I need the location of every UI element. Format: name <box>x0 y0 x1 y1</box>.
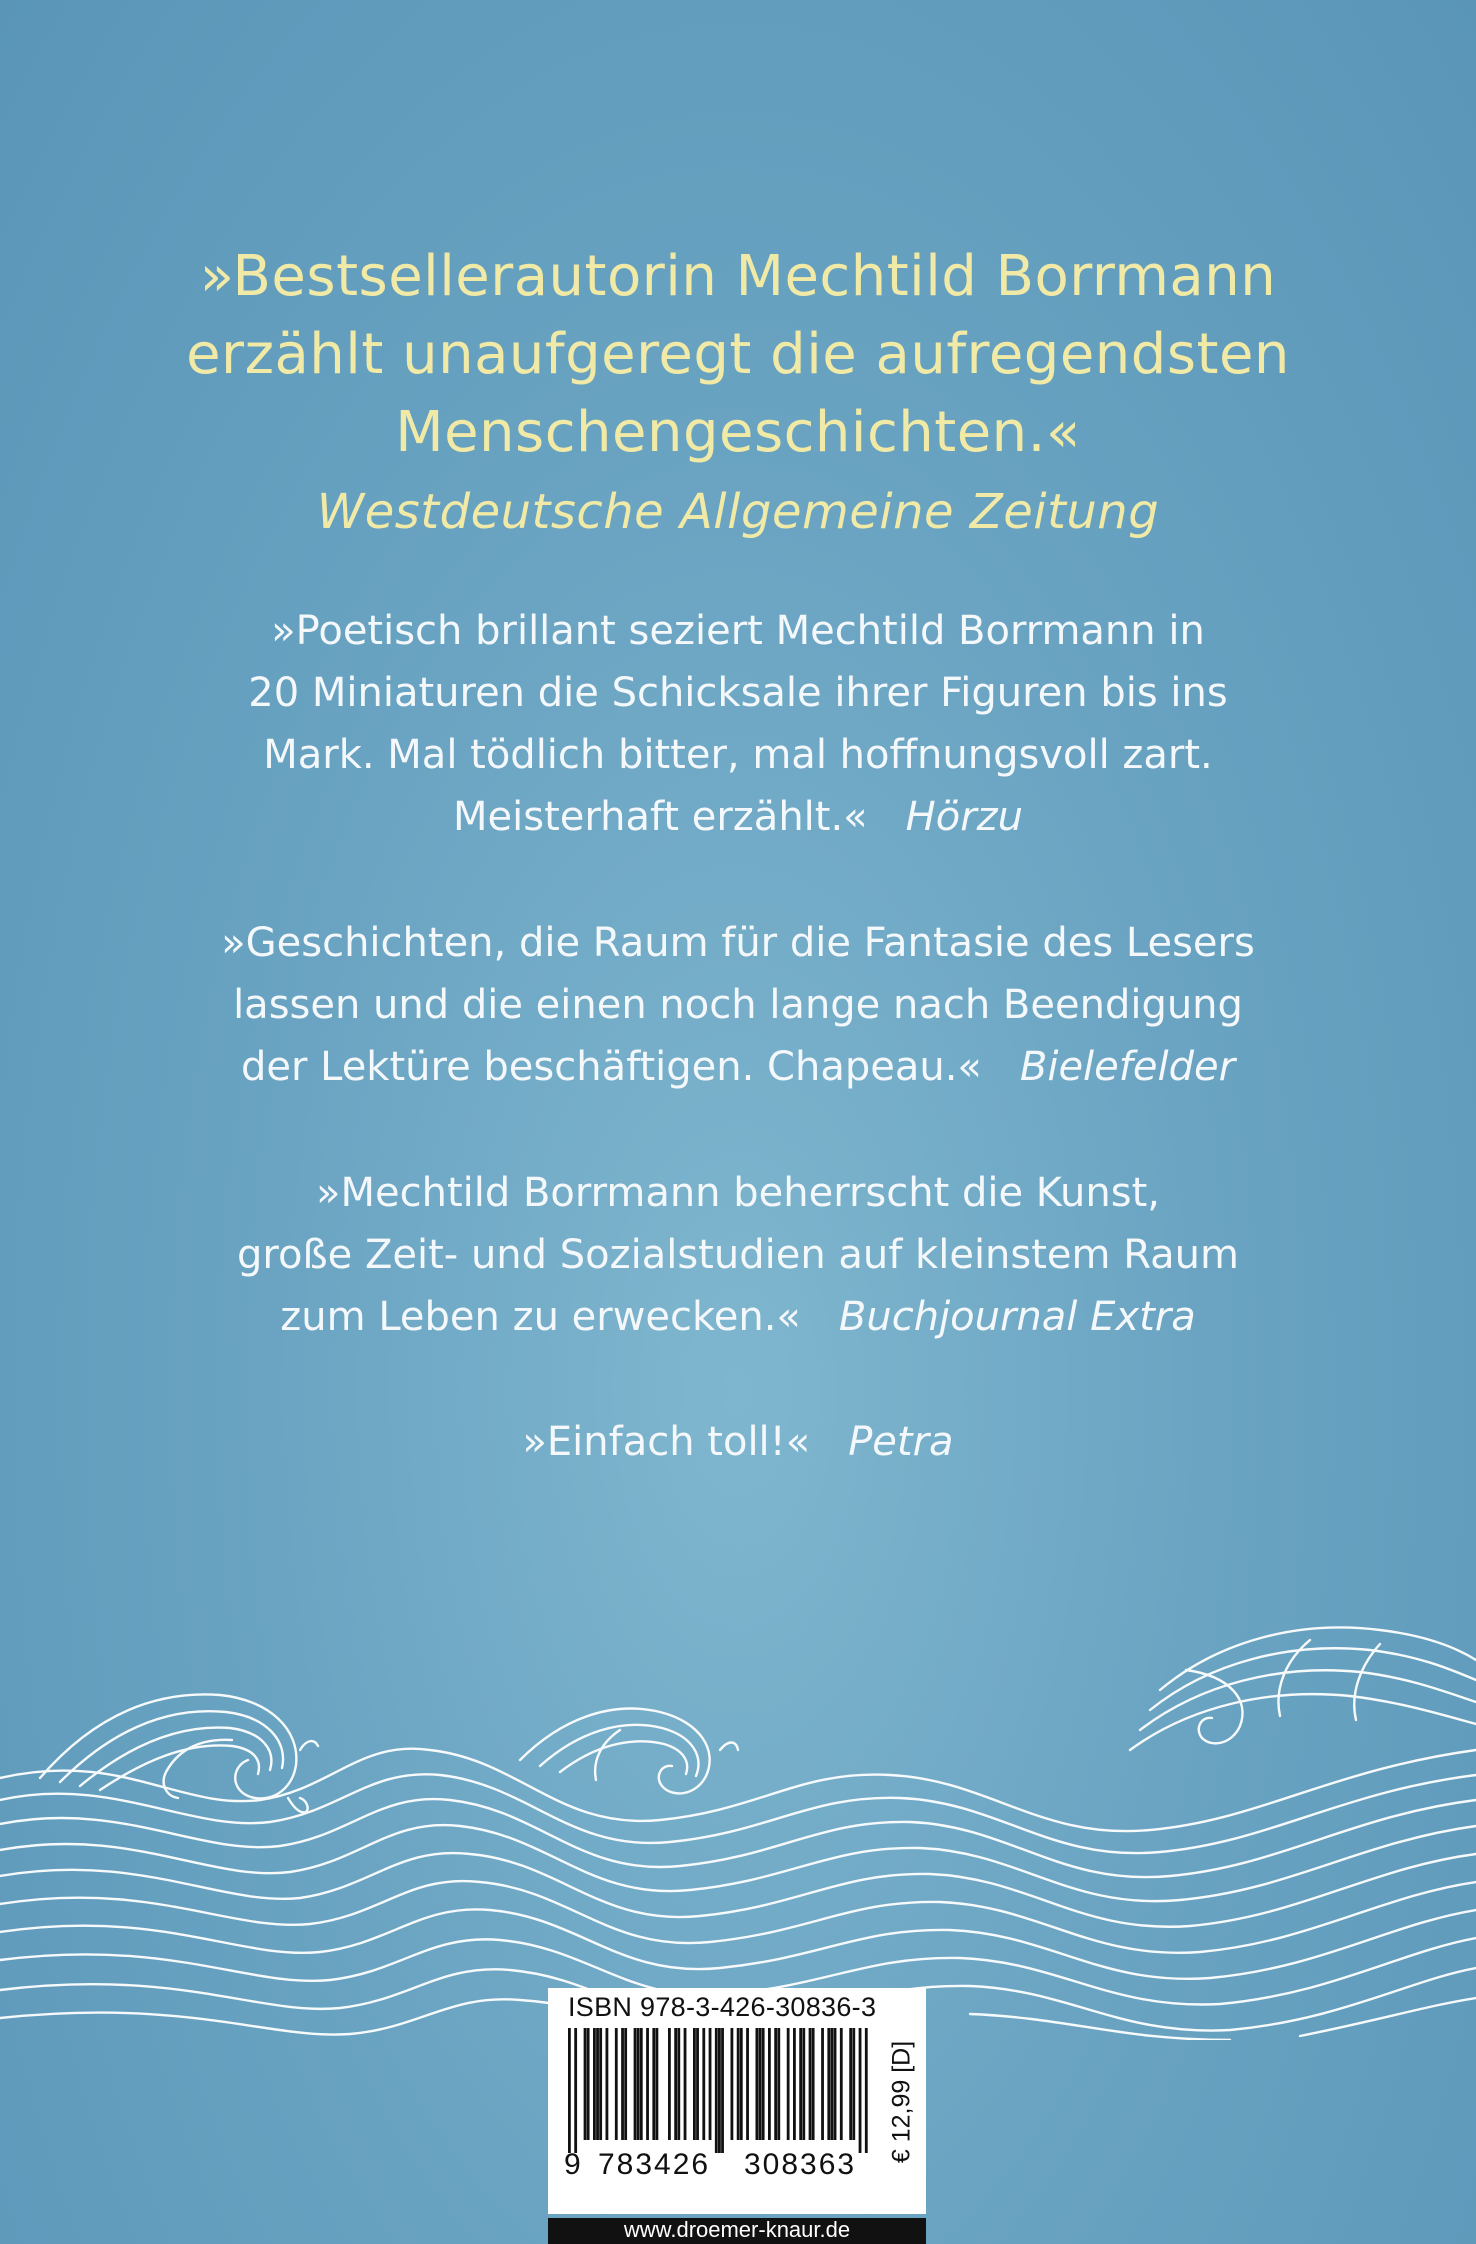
barcode-bar <box>584 2028 587 2140</box>
review-quote-hoerzu <box>130 600 1346 848</box>
review-quote-buchjournal <box>130 1162 1346 1348</box>
barcode-bar <box>799 2028 802 2140</box>
quote-line-last <box>130 786 1346 848</box>
barcode-bar <box>821 2028 824 2140</box>
price-label <box>886 2018 918 2186</box>
barcode-bar <box>762 2028 765 2140</box>
review-quote-petra <box>130 1411 1346 1473</box>
barcode-bar <box>593 2028 596 2140</box>
barcode-bar <box>731 2028 734 2140</box>
barcode-bar <box>615 2028 618 2140</box>
barcode-bar <box>777 2028 780 2140</box>
barcode-bar <box>759 2028 762 2140</box>
barcode-bar <box>674 2028 677 2140</box>
quote-line: »Geschichten, die Raum für die Fantasie des Lesers <box>221 920 1255 966</box>
quote-text: »Einfach toll!« <box>522 1419 811 1465</box>
lead-quote-source: Westdeutsche Allgemeine Zeitung <box>316 484 1160 540</box>
quote-source: Petra <box>848 1419 954 1465</box>
barcode-bar <box>859 2028 862 2153</box>
ean-digit-first: 9 <box>564 2148 581 2181</box>
barcode-bar <box>746 2028 749 2140</box>
barcode-bar <box>787 2028 790 2140</box>
barcode-bar <box>693 2028 696 2140</box>
publisher-url-bar <box>548 2218 926 2244</box>
barcode-bar <box>568 2028 571 2153</box>
barcode-bar <box>621 2028 624 2140</box>
barcode-bar <box>637 2028 640 2140</box>
barcode-bar <box>849 2028 852 2140</box>
quote-text: zum Leben zu erwecken.« <box>280 1294 801 1340</box>
quote-line: Mark. Mal tödlich bitter, mal hoffnungsvoll zart. <box>263 732 1213 778</box>
barcode-bar <box>793 2028 796 2140</box>
barcode-bar <box>656 2028 659 2140</box>
barcode-bar <box>774 2028 777 2140</box>
quote-line-last <box>130 1286 1346 1348</box>
barcode-bar <box>852 2028 855 2140</box>
barcode-bar <box>834 2028 837 2140</box>
quote-line: große Zeit- und Sozialstudien auf kleinstem Raum <box>237 1232 1239 1278</box>
barcode-bar <box>802 2028 805 2140</box>
lead-quote-line: erzählt unaufgeregt die aufregendsten <box>186 322 1290 387</box>
barcode-bar <box>640 2028 643 2140</box>
quote-text: der Lektüre beschäftigen. Chapeau.« <box>240 1044 982 1090</box>
barcode-bar <box>646 2028 649 2140</box>
barcode-bar <box>596 2028 599 2140</box>
barcode-bar <box>702 2028 705 2140</box>
lead-quote-line: »Bestsellerautorin Mechtild Borrmann <box>199 244 1277 309</box>
barcode-bar <box>624 2028 627 2140</box>
review-quote-bielefelder <box>130 912 1346 1098</box>
quote-line: lassen und die einen noch lange nach Beendigung <box>233 982 1243 1028</box>
barcode-bar <box>721 2028 724 2153</box>
barcode-bar <box>718 2028 721 2153</box>
quote-source: Hörzu <box>905 794 1023 840</box>
quote-text: Meisterhaft erzählt.« <box>453 794 868 840</box>
quote-source: Bielefelder <box>1019 1044 1236 1090</box>
lead-quote-line: Menschengeschichten.« <box>395 400 1081 465</box>
quote-source: Buchjournal Extra <box>838 1294 1196 1340</box>
barcode-bar <box>599 2028 602 2140</box>
barcode-bar <box>677 2028 680 2140</box>
barcode-bar <box>684 2028 687 2140</box>
barcode-label <box>548 1988 926 2214</box>
lead-quote <box>100 238 1376 552</box>
barcode-bar <box>709 2028 712 2140</box>
barcode-bar <box>652 2028 655 2140</box>
barcode-bar <box>696 2028 699 2140</box>
quote-line-last <box>130 1036 1346 1098</box>
barcode-bar <box>756 2028 759 2140</box>
isbn-text: ISBN 978-3-426-30836-3 <box>568 1992 877 2022</box>
barcode-bar <box>634 2028 637 2140</box>
barcode-bar <box>606 2028 609 2140</box>
barcode-bar <box>574 2028 577 2153</box>
barcode-bar <box>740 2028 743 2140</box>
wave-illustration <box>0 1600 1476 2040</box>
ean-barcode <box>568 2028 868 2153</box>
barcode-bar <box>715 2028 718 2153</box>
barcode-bar <box>865 2028 868 2153</box>
quote-line-last <box>130 1411 1346 1473</box>
barcode-bar <box>827 2028 830 2140</box>
barcode-bar <box>831 2028 834 2140</box>
ean-digits-right: 308363 <box>744 2148 857 2181</box>
ean-digits-left: 783426 <box>598 2148 711 2181</box>
quote-line: 20 Miniaturen die Schicksale ihrer Figuren bis ins <box>248 670 1228 716</box>
barcode-bar <box>840 2028 843 2140</box>
quote-line: »Mechtild Borrmann beherrscht die Kunst, <box>316 1170 1160 1216</box>
barcode-bar <box>812 2028 815 2140</box>
price-text: € 12,99 [D] <box>887 2040 916 2164</box>
barcode-bar <box>737 2028 740 2140</box>
barcode-bar <box>768 2028 771 2140</box>
barcode-bar <box>587 2028 590 2140</box>
quote-line: »Poetisch brillant seziert Mechtild Borrmann in <box>271 608 1205 654</box>
barcode-bar <box>668 2028 671 2140</box>
publisher-url: www.droemer-knaur.de <box>623 2217 851 2242</box>
barcode-bar <box>809 2028 812 2140</box>
